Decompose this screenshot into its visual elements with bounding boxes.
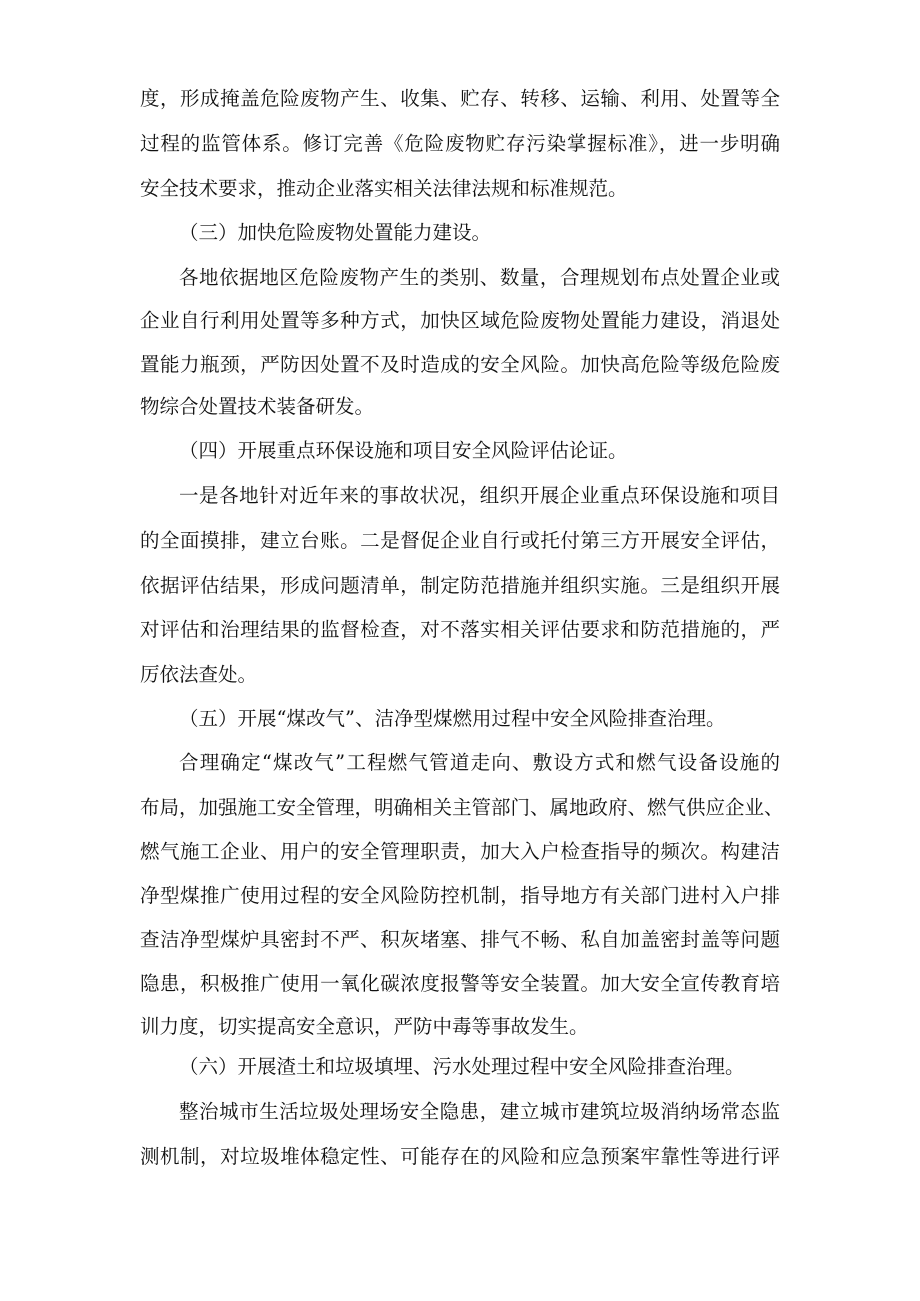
- body-text-line: 置能力瓶颈，严防因处置不及时造成的安全风险。加快高危险等级危险废: [140, 353, 780, 376]
- section-heading-6: （六）开展渣土和垃圾填埋、污水处理过程中安全风险排查治理。: [179, 1055, 745, 1078]
- body-text-line: 隐患，积极推广使用一氧化碳浓度报警等安全装置。加大安全宣传教育培: [140, 972, 780, 995]
- body-text-line: 依据评估结果，形成问题清单，制定防范措施并组织实施。三是组织开展: [140, 574, 780, 597]
- body-text-line: 一是各地针对近年来的事故状况，组织开展企业重点环保设施和项目: [179, 484, 780, 507]
- section-heading-4: （四）开展重点环保设施和项目安全风险评估论证。: [179, 439, 628, 462]
- body-text-line: 训力度，切实提高安全意识，严防中毒等事故发生。: [140, 1015, 589, 1038]
- body-text-line: 的全面摸排，建立台账。二是督促企业自行或托付第三方开展安全评估，: [140, 529, 780, 552]
- section-heading-3: （三）加快危险废物处置能力建设。: [179, 221, 492, 244]
- body-text-line: 安全技术要求，推动企业落实相关法律法规和标准规范。: [140, 177, 628, 200]
- body-text-line: 测机制，对垃圾堆体稳定性、可能存在的风险和应急预案牢靠性等进行评: [140, 1145, 780, 1168]
- body-text-line: 整治城市生活垃圾处理场安全隐患，建立城市建筑垃圾消纳场常态监: [179, 1100, 780, 1123]
- body-text-line: 物综合处置技术装备研发。: [140, 395, 375, 418]
- body-text-line: 企业自行利用处置等多种方式，加快区域危险废物处置能力建设，消退处: [140, 309, 780, 332]
- body-text-line: 查洁净型煤炉具密封不严、积灰堵塞、排气不畅、私自加盖密封盖等问题: [140, 928, 780, 951]
- body-text-line: 净型煤推广使用过程的安全风险防控机制，指导地方有关部门进村入户排: [140, 884, 780, 907]
- section-heading-5: （五）开展“煤改气”、洁净型煤燃用过程中安全风险排查治理。: [179, 707, 726, 730]
- body-text-line: 燃气施工企业、用户的安全管理职责，加大入户检查指导的频次。构建洁: [140, 840, 780, 863]
- body-text-line: 各地依据地区危险废物产生的类别、数量，合理规划布点处置企业或: [179, 266, 780, 289]
- body-text-line: 度，形成掩盖危险废物产生、收集、贮存、转移、运输、利用、处置等全: [140, 87, 780, 110]
- body-text-line: 厉依法查处。: [140, 663, 258, 686]
- body-text-line: 布局，加强施工安全管理，明确相关主管部门、属地政府、燃气供应企业、: [140, 796, 784, 819]
- body-text-line: 对评估和治理结果的监督检查，对不落实相关评估要求和防范措施的，严: [140, 618, 780, 641]
- body-text-line: 合理确定“煤改气”工程燃气管道走向、敷设方式和燃气设备设施的: [179, 751, 780, 774]
- body-text-line: 过程的监管体系。修订完善《危险废物贮存污染掌握标准》，进一步明确: [140, 132, 780, 155]
